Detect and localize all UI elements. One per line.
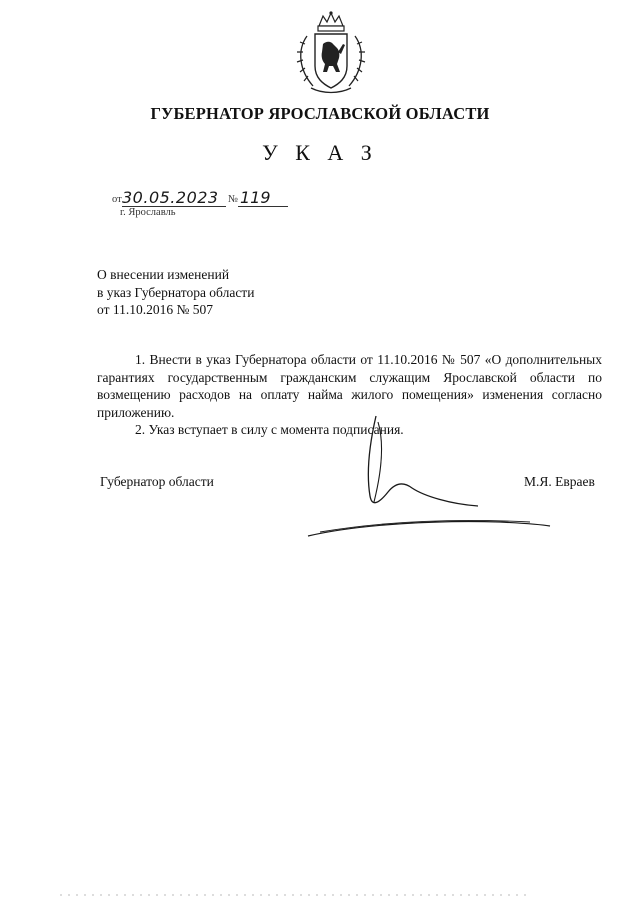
document-date: 30.05.2023 (122, 188, 219, 207)
body-paragraph-2: 2. Указ вступает в силу с момента подписания. (135, 422, 404, 437)
body-paragraph-1: 1. Внести в указ Губернатора области от 11.10.2016 № 507 «О дополнительных гарантиях государственным гражданским служащим Ярославской области по возмещению расходов на оплату найма жилого помещения» изменения согласно приложению. (97, 352, 602, 420)
city-label: г. Ярославль (120, 207, 176, 218)
document-subject (97, 266, 254, 319)
document-number: 119 (240, 188, 271, 207)
scan-artifact-line (60, 893, 530, 897)
yaroslavl-coat-of-arms-icon (289, 10, 373, 96)
signatory-name: М.Я. Евраев (524, 474, 595, 489)
signatory-position: Губернатор области (100, 474, 214, 489)
subject-line: в указ Губернатора области (97, 284, 255, 300)
subject-line: О внесении изменений (97, 267, 230, 282)
date-prefix: от (112, 194, 122, 205)
issuing-authority: ГУБЕРНАТОР ЯРОСЛАВСКОЙ ОБЛАСТИ (150, 104, 490, 123)
number-sign: № (228, 194, 239, 205)
subject-line: от 11.10.2016 № 507 (97, 302, 213, 317)
document-type-title: У К А З (262, 140, 378, 165)
number-underline (238, 206, 288, 207)
handwritten-signature (300, 412, 560, 542)
